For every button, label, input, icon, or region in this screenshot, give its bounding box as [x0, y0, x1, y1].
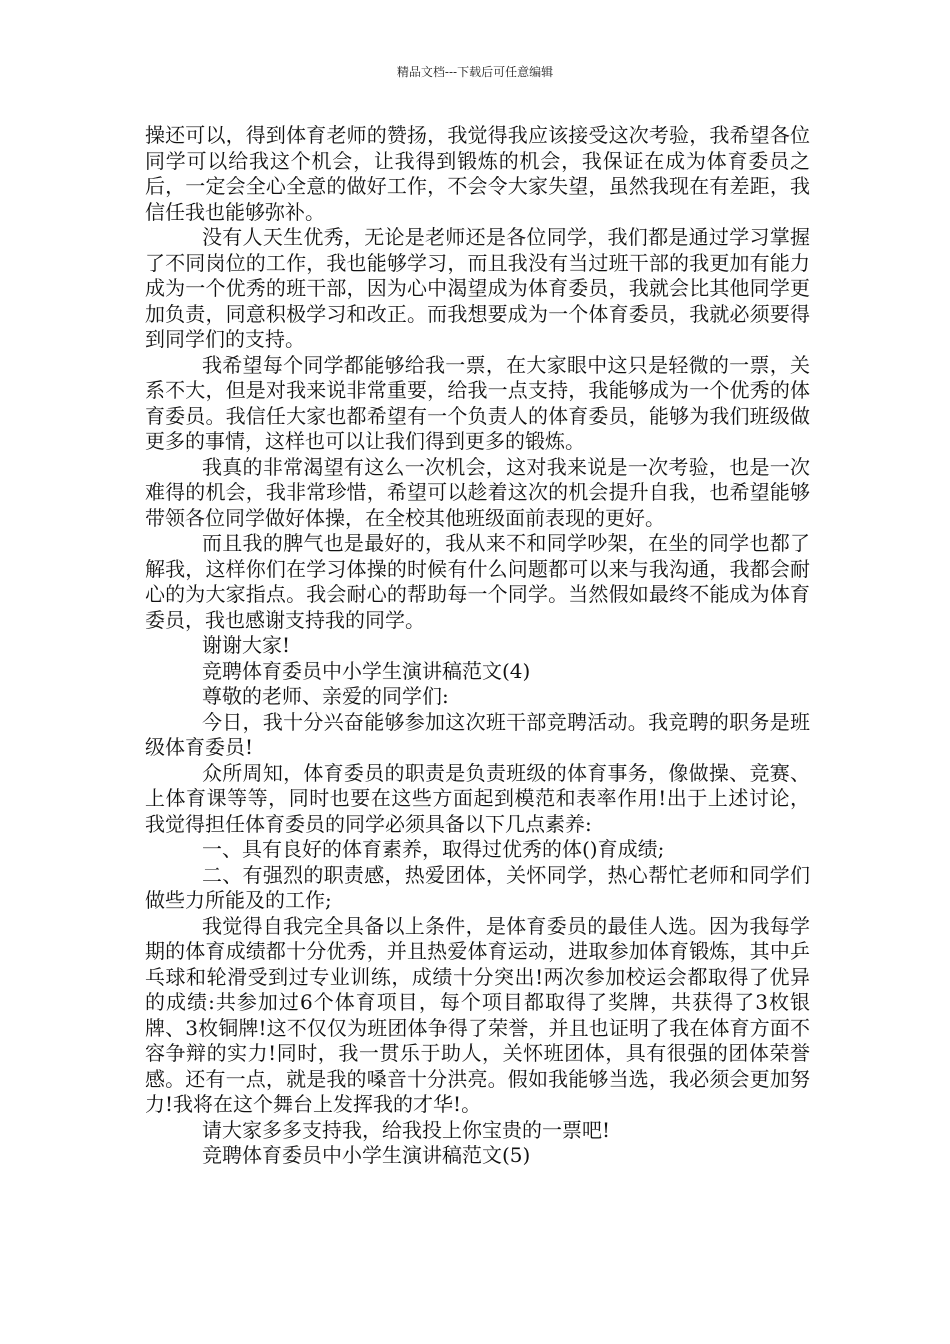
section-heading: 竞聘体育委员中小学生演讲稿范文(4) [202, 658, 531, 683]
list-item: 一、具有良好的体育素养，取得过优秀的体()育成绩; [202, 837, 665, 861]
paragraph: 没有人天生优秀，无论是老师还是各位同学，我们都是通过学习掌握了不同岗位的工作，我也能够学习，而且我没有当过班干部的我更加有能力成为一个优秀的班干部，因为心中渴望成为体育委员，我就会比其他同学更加负责，同意积极学习和改正。而我想要成为一个体育委员，我就必须要得到同学们的支持。 [145, 225, 810, 351]
paragraph: 今日，我十分兴奋能够参加这次班干部竞聘活动。我竞聘的职务是班级体育委员! [145, 709, 810, 759]
document-body [145, 123, 810, 1169]
paragraph: 操还可以，得到体育老师的赞扬，我觉得我应该接受这次考验，我希望各位同学可以给我这个机会，让我得到锻炼的机会，我保证在成为体育委员之后，一定会全心全意的做好工作，不会令大家失望，虽然我现在有差距，我信任我也能够弥补。 [145, 123, 810, 224]
paragraph: 众所周知，体育委员的职责是负责班级的体育事务，像做操、竞赛、上体育课等等，同时也要在这些方面起到模范和表率作用!出于上述讨论，我觉得担任体育委员的同学必须具备以下几点素养: [145, 760, 810, 836]
salutation: 尊敬的老师、亲爱的同学们: [202, 684, 449, 708]
paragraph: 请大家多多支持我，给我投上你宝贵的一票吧! [202, 1117, 611, 1142]
paragraph: 我觉得自我完全具备以上条件，是体育委员的最佳人选。因为我每学期的体育成绩都十分优秀，并且热爱体育运动，进取参加体育锻炼，其中乒乓球和轮滑受到过专业训练，成绩十分突出!两次参加校运会都取得了优异的成绩:共参加过6个体育项目，每个项目都取得了奖牌，共获得了3枚银牌、3枚铜牌!这不仅仅为班团体争得了荣誉，并且也证明了我在体育方面不容争辩的实力!同时，我一贯乐于助人，关怀班团体，具有很强的团体荣誉感。还有一点，就是我的嗓音十分洪亮。假如我能够当选，我必须会更加努力!我将在这个舞台上发挥我的才华!。 [145, 913, 810, 1116]
closing-thanks: 谢谢大家! [202, 633, 291, 657]
page-header: 精品文档---下载后可任意编辑 [396, 65, 554, 79]
paragraph: 我希望每个同学都能够给我一票，在大家眼中这只是轻微的一票，关系不大，但是对我来说非常重要，给我一点支持，我能够成为一个优秀的体育委员。我信任大家也都希望有一个负责人的体育委员，能够为我们班级做更多的事情，这样也可以让我们得到更多的锻炼。 [145, 352, 810, 453]
list-item: 二、有强烈的职责感，热爱团体，关怀同学，热心帮忙老师和同学们做些力所能及的工作; [145, 862, 810, 912]
paragraph: 而且我的脾气也是最好的，我从来不和同学吵架，在坐的同学也都了解我，这样你们在学习体操的时候有什么问题都可以来与我沟通，我都会耐心的为大家指点。我会耐心的帮助每一个同学。当然假如最终不能成为体育委员，我也感谢支持我的同学。 [145, 531, 810, 632]
section-heading: 竞聘体育委员中小学生演讲稿范文(5) [202, 1143, 531, 1167]
paragraph: 我真的非常渴望有这么一次机会，这对我来说是一次考验，也是一次难得的机会，我非常珍惜，希望可以趁着这次的机会提升自我，也希望能够带领各位同学做好体操，在全校其他班级面前表现的更好。 [145, 454, 810, 530]
